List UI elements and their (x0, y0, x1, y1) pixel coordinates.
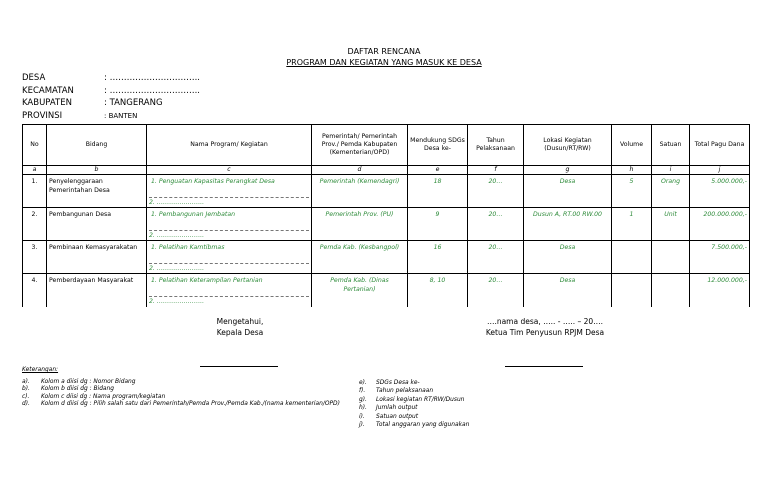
identity-value: : ………………………….. (104, 85, 200, 96)
cell-satuan: Orang (652, 175, 690, 208)
cell-pagu: 7.500.000,- (690, 241, 750, 274)
cell-program (147, 175, 312, 208)
header-nama-program: Nama Program/ Kegiatan (147, 125, 312, 166)
cell-no: 1. (23, 175, 47, 208)
cell-tahun: 20… (468, 208, 524, 241)
note-key: d). (22, 401, 30, 408)
note-key: i). (359, 413, 365, 420)
cell-tahun: 20… (468, 175, 524, 208)
identity-label: DESA (22, 73, 46, 83)
note-text: SDGs Desa ke- (376, 380, 420, 386)
note-item (22, 379, 340, 387)
letter-cell: j (690, 166, 750, 175)
title-line-2: PROGRAM DAN KEGIATAN YANG MASUK KE DESA (286, 58, 482, 67)
letter-cell: f (468, 166, 524, 175)
identity-kabupaten (22, 97, 200, 110)
note-item (359, 379, 469, 387)
cell-sdgs: 9 (408, 208, 468, 241)
table-row (23, 208, 750, 241)
letter-cell: b (47, 166, 147, 175)
notes-left (22, 367, 340, 409)
header-tahun: Tahun Pelaksanaan (468, 125, 524, 166)
note-text: Kolom b diisi dg : Bidang (41, 386, 115, 393)
note-text: Lokasi kegiatan RT/RW/Dusun (376, 396, 465, 403)
cell-bidang: Penyelenggaraan Pemerintahan Desa (47, 175, 147, 208)
cell-pemerintah: Pemerintah Prov. (PU) (312, 208, 408, 241)
letter-cell: i (652, 166, 690, 175)
cell-pagu: 12.000.000,- (690, 274, 750, 307)
program-item: 1. Pelatihan Kamtibmas (151, 244, 225, 251)
cell-sdgs: 18 (408, 175, 468, 208)
letter-cell: a (23, 166, 47, 175)
cell-program (147, 208, 312, 241)
cell-pagu: 200.000.000,- (690, 208, 750, 241)
table-header-row (23, 125, 750, 166)
note-text: Kolom d diisi dg : Pilih salah satu dari Pemerintah/Pemda Prov./Pemda Kab./(nama kementerian/OPD) (41, 401, 340, 408)
program-item: 1. Pelatihan Keterampilan Pertanian (151, 277, 263, 284)
program-item: 1. Pembangunan Jembatan (151, 211, 236, 218)
cell-bidang: Pembinaan Kemasyarakatan (47, 241, 147, 274)
program-item: 2. ………………….. (149, 296, 309, 307)
signature-line-right (505, 366, 583, 367)
note-text: Kolom c diisi dg : Nama program/kegiatan (41, 393, 166, 400)
note-key: j). (359, 422, 365, 429)
program-item: 2. ………………….. (149, 230, 309, 241)
identity-block (22, 72, 200, 122)
note-item (22, 401, 340, 409)
note-item (359, 396, 469, 404)
cell-pagu: 5.000.000,- (690, 175, 750, 208)
document-title (0, 46, 768, 68)
cell-pemerintah: Pemda Kab. (Kesbangpol) (312, 241, 408, 274)
cell-volume: 1 (612, 208, 652, 241)
note-key: g). (359, 396, 367, 403)
note-item (22, 386, 340, 394)
note-text: Satuan output (376, 413, 419, 420)
letter-cell: d (312, 166, 408, 175)
header-satuan: Satuan (652, 125, 690, 166)
cell-lokasi: Desa (524, 175, 612, 208)
letter-cell: g (524, 166, 612, 175)
identity-label: PROVINSI (22, 110, 63, 121)
table-row (23, 175, 750, 208)
program-table (22, 124, 750, 307)
note-key: f). (359, 388, 366, 395)
note-text: Jumlah output (376, 405, 418, 412)
note-item (359, 387, 469, 395)
cell-no: 2. (23, 208, 47, 241)
letter-cell: h (612, 166, 652, 175)
signature-left-line2: Kepala Desa (216, 328, 264, 337)
program-item: 2. ………………….. (149, 197, 309, 208)
signature-right-line2: Ketua Tim Penyusun RPJM Desa (485, 328, 605, 337)
cell-tahun: 20… (468, 274, 524, 307)
cell-no: 4. (23, 274, 47, 307)
cell-bidang: Pembangunan Desa (47, 208, 147, 241)
identity-value: : TANGERANG (104, 98, 163, 108)
header-sdgs: Mendukung SDGs Desa ke- (408, 125, 468, 166)
cell-program (147, 241, 312, 274)
cell-volume (612, 274, 652, 307)
note-key: a). (22, 378, 30, 385)
cell-satuan: Unit (652, 208, 690, 241)
header-pemerintah: Pemerintah/ Pemerintah Prov./ Pemda Kabupaten (Kementerian/OPD) (312, 125, 408, 166)
cell-program (147, 274, 312, 307)
note-key: h). (359, 405, 367, 412)
identity-value: : BANTEN (104, 111, 138, 120)
header-bidang: Bidang (47, 125, 147, 166)
cell-no: 3. (23, 241, 47, 274)
note-key: c). (22, 393, 30, 400)
identity-kecamatan (22, 85, 200, 98)
identity-value: : ………………………….. (104, 73, 200, 83)
note-item (359, 404, 469, 412)
cell-satuan (652, 274, 690, 307)
note-item (359, 413, 469, 421)
identity-provinsi (22, 110, 200, 123)
cell-sdgs: 16 (408, 241, 468, 274)
note-key: b). (22, 386, 30, 393)
cell-lokasi: Dusun A, RT.00 RW.00 (524, 208, 612, 241)
notes-heading: Keterangan: (22, 367, 59, 373)
note-item (22, 394, 340, 402)
identity-desa (22, 72, 200, 85)
cell-lokasi: Desa (524, 241, 612, 274)
signature-right (455, 316, 635, 338)
program-item: 2. ………………….. (149, 263, 309, 274)
cell-sdgs: 8, 10 (408, 274, 468, 307)
note-item (359, 421, 469, 429)
note-text: Total anggaran yang digunakan (376, 422, 470, 429)
header-no: No (23, 125, 47, 166)
letter-cell: e (408, 166, 468, 175)
table-row (23, 241, 750, 274)
cell-lokasi: Desa (524, 274, 612, 307)
note-text: Kolom a diisi dg : Nomor Bidang (41, 378, 136, 385)
header-volume: Volume (612, 125, 652, 166)
cell-pemerintah: Pemda Kab. (Dinas Pertanian) (312, 274, 408, 307)
cell-pemerintah: Pemerintah (Kemendagri) (312, 175, 408, 208)
header-pagu: Total Pagu Dana (690, 125, 750, 166)
letter-cell: c (147, 166, 312, 175)
note-key: e). (359, 380, 367, 386)
identity-label: KECAMATAN (22, 85, 74, 96)
title-line-1: DAFTAR RENCANA (347, 47, 421, 56)
identity-label: KABUPATEN (22, 98, 72, 108)
signature-left (150, 316, 330, 338)
header-lokasi: Lokasi Kegiatan (Dusun/RT/RW) (524, 125, 612, 166)
cell-bidang: Pemberdayaan Masyarakat (47, 274, 147, 307)
cell-volume (612, 241, 652, 274)
signature-right-line1: ….nama desa, ….. - ….. – 20…. (486, 317, 604, 326)
table-row (23, 274, 750, 307)
notes-right (359, 379, 469, 429)
signature-left-line1: Mengetahui, (216, 317, 264, 326)
program-item: 1. Penguatan Kapasitas Perangkat Desa (151, 178, 275, 185)
cell-satuan (652, 241, 690, 274)
cell-tahun: 20… (468, 241, 524, 274)
cell-volume: 5 (612, 175, 652, 208)
note-text: Tahun pelaksanaan (376, 388, 434, 395)
column-letter-row (23, 166, 750, 175)
